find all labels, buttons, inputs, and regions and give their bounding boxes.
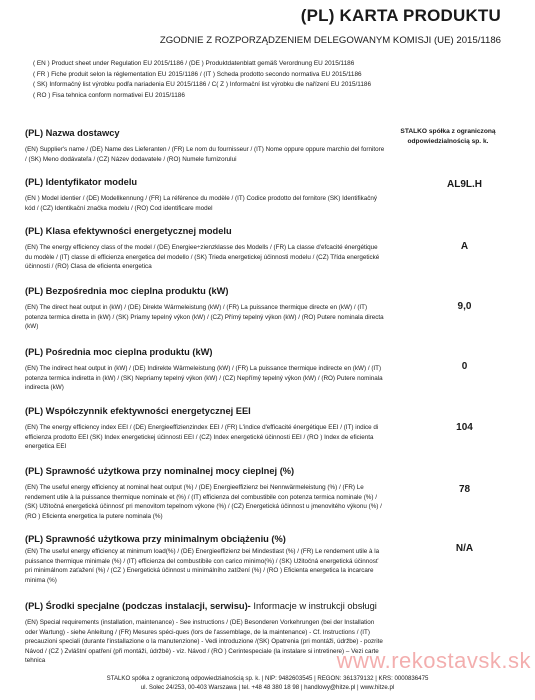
page-title: (PL) KARTA PRODUKTU: [300, 6, 501, 25]
section-title: (PL) Nazwa dostawcy: [25, 128, 120, 138]
section-description: (EN) Special requirements (installation, maintenance) - See instructions / (DE) Besonderen Vorkehrungen (bei der Installation oder Wartung) - siehe Anleitung / (FR) Mesures spéci-ques (lors de l'assemblage, de la maintenance) - Cf. Instructions / (IT) precauzioni speciali (durante l'installazione o la manutenzione) - Vedi introduzione /(SK) Opatrenia (pri montáži, údržbe) - pozrite Návod / (CZ ) Zvláštní opatření (při montáži, údržbě) - viz. Návod / (RO ) Cerintespeciale (la instalare si intretinere) – Vezi carte tehnica: [25, 619, 383, 665]
model-identifier-value: AL9L.H: [447, 179, 482, 190]
section-description: (EN) Supplier's name / (DE) Name des Lieferanten / (FR) Le nom du fournisseur / (IT) Nome oppure oppure marchio del fornitore / (SK) Meno dodávateľa / (CZ) Název dodavatele / (RO) Numele furnizorului: [25, 146, 385, 163]
footer-line-company: STALKO spółka z ograniczoną odpowiedzialnością sp. k. | NIP: 9482603545 | REGON: 361379132 | KRS: 0000836475: [106, 675, 429, 682]
section-supplier-name: [25, 127, 495, 164]
minimum-load-efficiency-value: N/A: [455, 543, 474, 554]
energy-class-value: A: [460, 241, 469, 252]
indirect-heat-output-value: 0: [461, 361, 468, 372]
nominal-efficiency-value: 78: [458, 484, 471, 495]
section-title: (PL) Współczynnik efektywności energetycznej EEI: [25, 406, 251, 416]
supplier-name-value: STALKO spółka z ograniczoną odpowiedzialnością sp. k.: [400, 128, 496, 145]
section-description: (EN) The direct heat output in (kW) / (DE) Direkte Wärmeleistung (kW) / (FR) La puissance thermique directe en (kW) / (IT) potenza termica diretta in (kW) / (SK) Priamy tepelný výkon (kW) / (CZ) Přímý tepelný výkon (kW) / (RO) Putere nominala directa (kW): [25, 304, 384, 331]
section-description: (EN) The indirect heat output in (kW) / (DE) Indirekte Wärmeleistung (kW) / (FR) La puissance thermique indirecte en (kW) / (IT) potenza termica indiretta in (kW) / (SK) Nepriamy tepelný výkon (kW) / (CZ) Nepřímý tepelný výkon (kW) / (RO) Putere nominala indirecta (kW): [25, 365, 383, 392]
section-title: (PL) Sprawność użytkowa przy minimalnym obciążeniu (%): [25, 534, 286, 544]
section-description: (EN) The useful energy efficiency at minimum load(%) / (DE) Energieeffizienz bei Mindestlast (%) / (FR) Le rendement utile à la puissance thermique minimale (%) / (IT) efficienza del combustibile con carico minimo(%) / (SK) Užitočná energetická účinnosť pri minimálnom zaťažení (%) / (CZ ) Energetická účinnost u minimálního zatížení (%) / (RO ) Eficienta energetica la incarcare minima (%): [25, 548, 380, 584]
section-title: (PL) Sprawność użytkowa przy nominalnej mocy cieplnej (%): [25, 466, 295, 476]
section-title: (PL) Identyfikator modelu: [25, 177, 138, 187]
section-description: (EN ) Model identier / (DE) Modellkennung / (FR) La référence du modèle / (IT) Codice prodotto del fornitore (SK) Identifikačný kód / (CZ) Identikační značka modelu / (RO) Cod identificare model: [25, 195, 378, 212]
section-title-bold: (PL) Środki specjalne (podczas instalacji, serwisu)-: [25, 601, 251, 611]
watermark-text: www.rekostavsk.sk: [336, 648, 531, 673]
language-line: ( FR ) Fiche produit selon la réglementation EU 2015/1186 / (IT ) Scheda prodotto secondo normativa EU 2015/1186: [33, 70, 362, 78]
language-line: ( EN ) Product sheet under Regulation EU 2015/1186 / (DE ) Produktdatenblatt gemäß Verordnung EU 2015/1186: [33, 60, 355, 67]
eei-value: 104: [456, 422, 473, 433]
section-description: (EN) The energy efficiency class of the model / (DE) Energiee÷zienzklasse des Modells / (FR) La classe d'efcacité énergétique du modèle / (IT) classe di efficienza energetica del modello / (SK) Trieda energetickej účinnosti modelu / (CZ) Třída energetické účinnosti / (RO) Clasa de eficienta energetica: [25, 244, 380, 271]
language-list: [33, 59, 503, 101]
section-title-extra: Informacje w instrukcji obsługi: [250, 601, 377, 611]
direct-heat-output-value: 9,0: [457, 301, 472, 312]
section-title: (PL) Klasa efektywności energetycznej modelu: [25, 226, 232, 236]
language-line: ( RO ) Fisa tehnica conform normativei EU 2015/1186: [33, 91, 185, 99]
section-title: [25, 600, 495, 612]
language-line: ( SK) Informačný list výrobku podľa nariadenia EU 2015/1186 / C( Z ) Informační list výrobku dle nařízení EU 2015/1186: [33, 81, 372, 88]
section-description: (EN) The energy efficiency index EEI / (DE) Energieeffizienzindex EEI / (FR) L'indice d'efficacité énergétique EEI / (IT) indice di efficienza prodotto EEI (SK) Index energetickej účinnosti EEI / (CZ) Index energetické účinnosti EEI / (RO ) Index de eficienta energetica EEI: [25, 424, 379, 451]
section-description: (EN) The useful energy efficiency at nominal heat output (%) / (DE) Energieeffizienz bei Nennwärmeleistung (%) / (FR) Le rendement utile à la puissance thermique nominale et (%) / (IT) efficienza del combustibile con potenza termica nominale (%) / (SK) Užitočná energetická účinnosť pri menovitom tepelnom výkone (%) / (CZ) Energetická účinnost u jmenovitého výkonu (%) / (RO ) Eficienta energetica la putere nominala (%): [25, 484, 382, 520]
page-subtitle: ZGODNIE Z ROZPORZĄDZENIEM DELEGOWANYM KOMISJI (UE) 2015/1186: [159, 35, 501, 46]
footer-line-address: ul. Sołec 24/253, 00-403 Warszawa | tel. +48 48 380 18 98 | handlowy@hitze.pl | www.hitze.pl: [140, 684, 395, 691]
section-title: (PL) Pośrednia moc cieplna produktu (kW): [25, 347, 213, 357]
section-title: (PL) Bezpośrednia moc cieplna produktu (kW): [25, 286, 229, 296]
section-minimum-load-efficiency: [25, 533, 495, 585]
